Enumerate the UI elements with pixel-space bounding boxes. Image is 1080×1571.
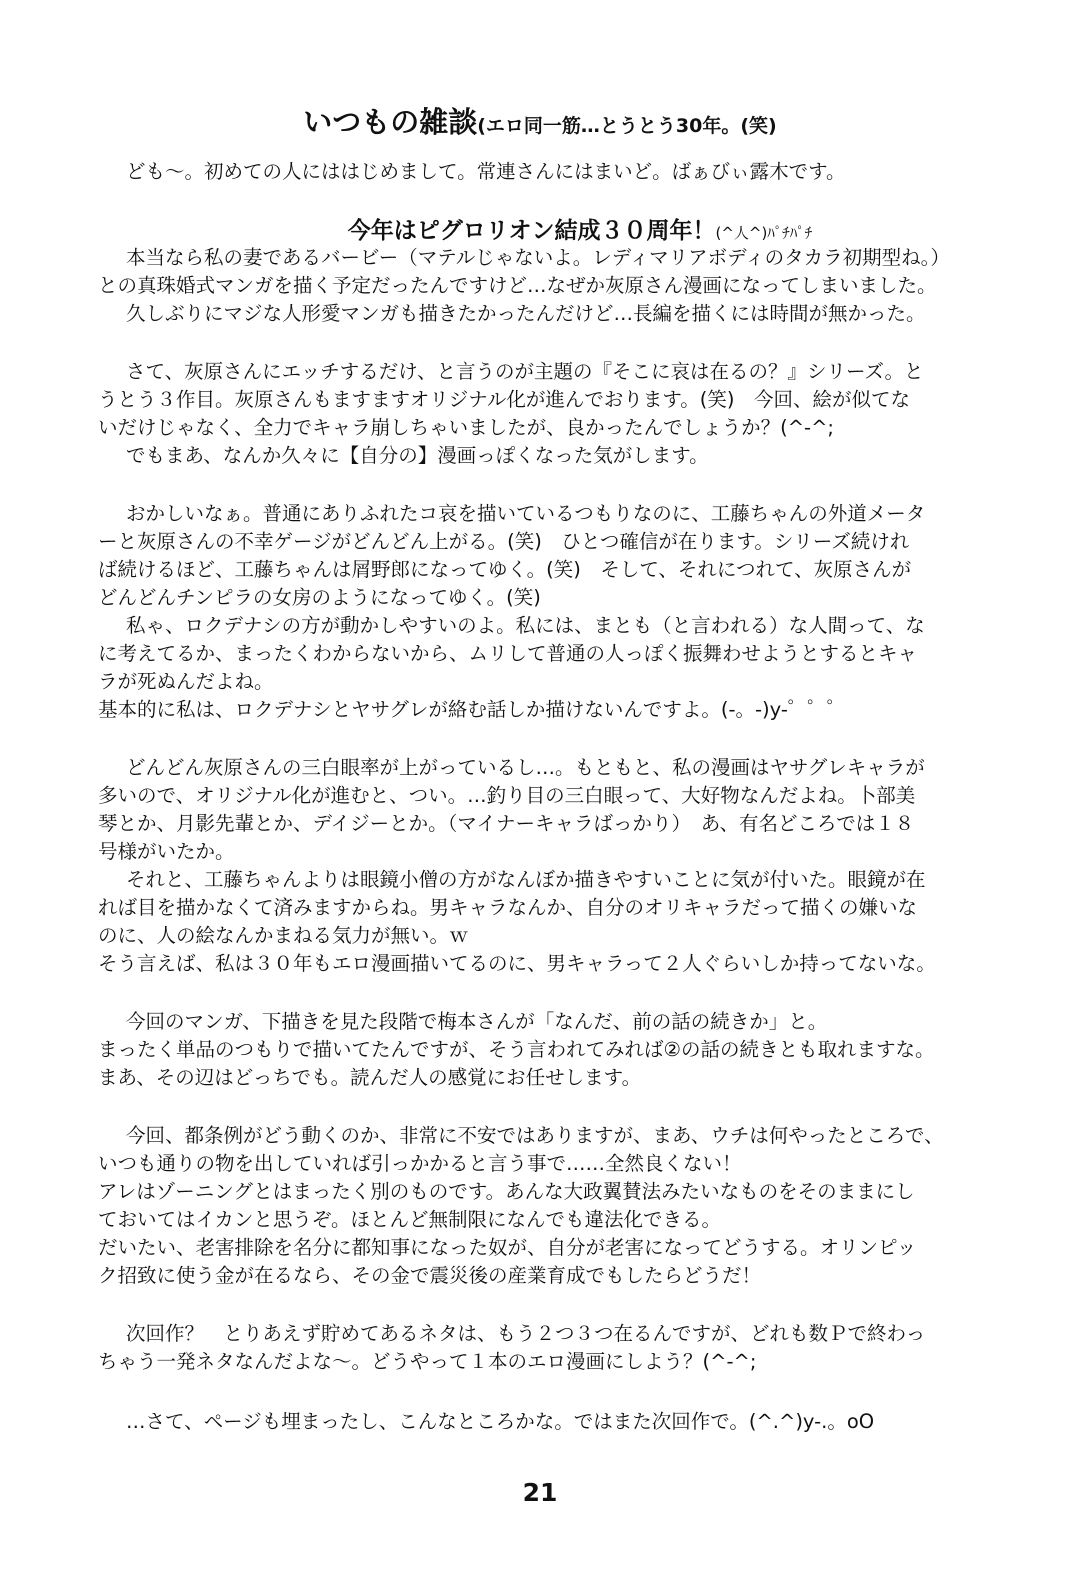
text-line: いだけじゃなく、全力でキャラ崩しちゃいましたが、良かったんでしょうか？(^-^; (98, 416, 835, 439)
text-line: だいたい、老害排除を名分に都知事になった奴が、自分が老害になってどうする。オリンピッ (98, 1236, 917, 1259)
text-line: いつも通りの物を出していれば引っかかると言う事で……全然良くない！ (98, 1152, 742, 1175)
text-line: まったく単品のつもりで描いてたんですが、そう言われてみれば②の話の続きとも取れますな。 (98, 1038, 935, 1061)
text-line: アレはゾーニングとはまったく別のものです。あんな大政翼賛法みたいなものをそのままにし (98, 1180, 915, 1203)
text-line: ーと灰原さんの不幸ゲージがどんどん上がる。(笑) ひとつ確信が在ります。シリーズ続けれ (98, 530, 910, 553)
text-line: ておいてはイカンと思うぞ。ほとんど無制限になんでも違法化できる。 (98, 1208, 722, 1231)
text-line: に考えてるか、まったくわからないから、ムリして普通の人っぽく振舞わせようとするとキャ (98, 642, 918, 665)
text-line: ちゃう一発ネタなんだよな～。どうやって１本のエロ漫画にしよう？(^-^; (98, 1350, 757, 1373)
text-line: 本当なら私の妻であるバービー（マテルじゃないよ。レディマリアボディのタカラ初期型ね。） (126, 246, 950, 269)
text-line: との真珠婚式マンガを描く予定だったんですけど…なぜか灰原さん漫画になってしまいました。 (98, 274, 937, 297)
text-line: 今回のマンガ、下描きを見た段階で梅本さんが「なんだ、前の話の続きか」と。 (126, 1010, 828, 1033)
text-line: そう言えば、私は３０年もエロ漫画描いてるのに、男キャラって２人ぐらいしか持ってないな。 (98, 952, 936, 975)
text-line: のに、人の絵なんかまねる気力が無い。ｗ (98, 924, 469, 947)
text-line: 次回作？ とりあえず貯めてあるネタは、もう２つ３つ在るんですが、どれも数Ｐで終わっ (126, 1322, 926, 1345)
text-line: 今回、都条例がどう動くのか、非常に不安ではありますが、まあ、ウチは何やったところで、 (126, 1124, 944, 1147)
text-line: 私ゃ、ロクデナシの方が動かしやすいのよ。私には、まとも（と言われる）な人間って、な (126, 614, 925, 637)
text-line: れば目を描かなくて済みますからね。男キャラなんか、自分のオリキャラだって描くの嫌いな (98, 896, 918, 919)
section-heading (0, 212, 1080, 245)
text-line: どんどんチンピラの女房のようになってゆく。(笑) (98, 586, 541, 609)
heading-main: 今年はピグロリオン結成３０周年！ (347, 218, 716, 244)
text-line: ク招致に使う金が在るなら、その金で震災後の産業育成でもしたらどうだ！ (98, 1264, 762, 1287)
text-line: でもまあ、なんか久々に【自分の】漫画っぽくなった気がします。 (126, 444, 709, 467)
text-line: …さて、ページも埋まったし、こんなところかな。ではまた次回作で。(^.^)y-.。oO (126, 1410, 875, 1433)
text-line: ラが死ぬんだよね。 (98, 670, 274, 693)
text-line: うとう３作目。灰原さんもますますオリジナル化が進んでおります。(笑) 今回、絵が似てな (98, 388, 910, 411)
text-line: 琴とか、月影先輩とか、デイジーとか。（マイナーキャラばっかり） あ、有名どころでは１８ (98, 812, 915, 835)
text-line: さて、灰原さんにエッチするだけ、と言うのが主題の『そこに哀は在るの？』シリーズ。と (126, 360, 924, 383)
text-line: まあ、その辺はどっちでも。読んだ人の感覚にお任せします。 (98, 1066, 642, 1089)
text-line: おかしいなぁ。普通にありふれたコ哀を描いているつもりなのに、工藤ちゃんの外道メータ (126, 502, 926, 525)
title-main: いつもの雑談 (303, 105, 478, 139)
text-line: 基本的に私は、ロクデナシとヤサグレが絡む話しか描けないんですよ。(-。-)y-゜゜゜ (98, 698, 847, 721)
page-number: 21 (522, 1478, 558, 1507)
text-line: ども～。初めての人にははじめまして。常連さんにはまいど。ばぁびぃ露木です。 (126, 160, 846, 183)
text-line: 久しぶりにマジな人形愛マンガも描きたかったんだけど…長編を描くには時間が無かった。 (126, 302, 926, 325)
text-line: どんどん灰原さんの三白眼率が上がっているし…。もともと、私の漫画はヤサグレキャラが (126, 756, 925, 779)
text-line: それと、工藤ちゃんよりは眼鏡小僧の方がなんぼか描きやすいことに気が付いた。眼鏡が在 (126, 868, 926, 891)
page-title (0, 100, 1080, 141)
text-line: 多いので、オリジナル化が進むと、つい。…釣り目の三白眼って、大好物なんだよね。卜部美 (98, 784, 916, 807)
title-sub: (エロ同一筋…とうとう30年。(笑) (477, 115, 777, 137)
text-line: ば続けるほど、工藤ちゃんは屑野郎になってゆく。(笑) そして、それにつれて、灰原さんが (98, 558, 912, 581)
text-line: 号様がいたか。 (98, 840, 235, 863)
heading-sub: (^人^)ﾊﾟﾁﾊﾟﾁ (715, 224, 813, 242)
